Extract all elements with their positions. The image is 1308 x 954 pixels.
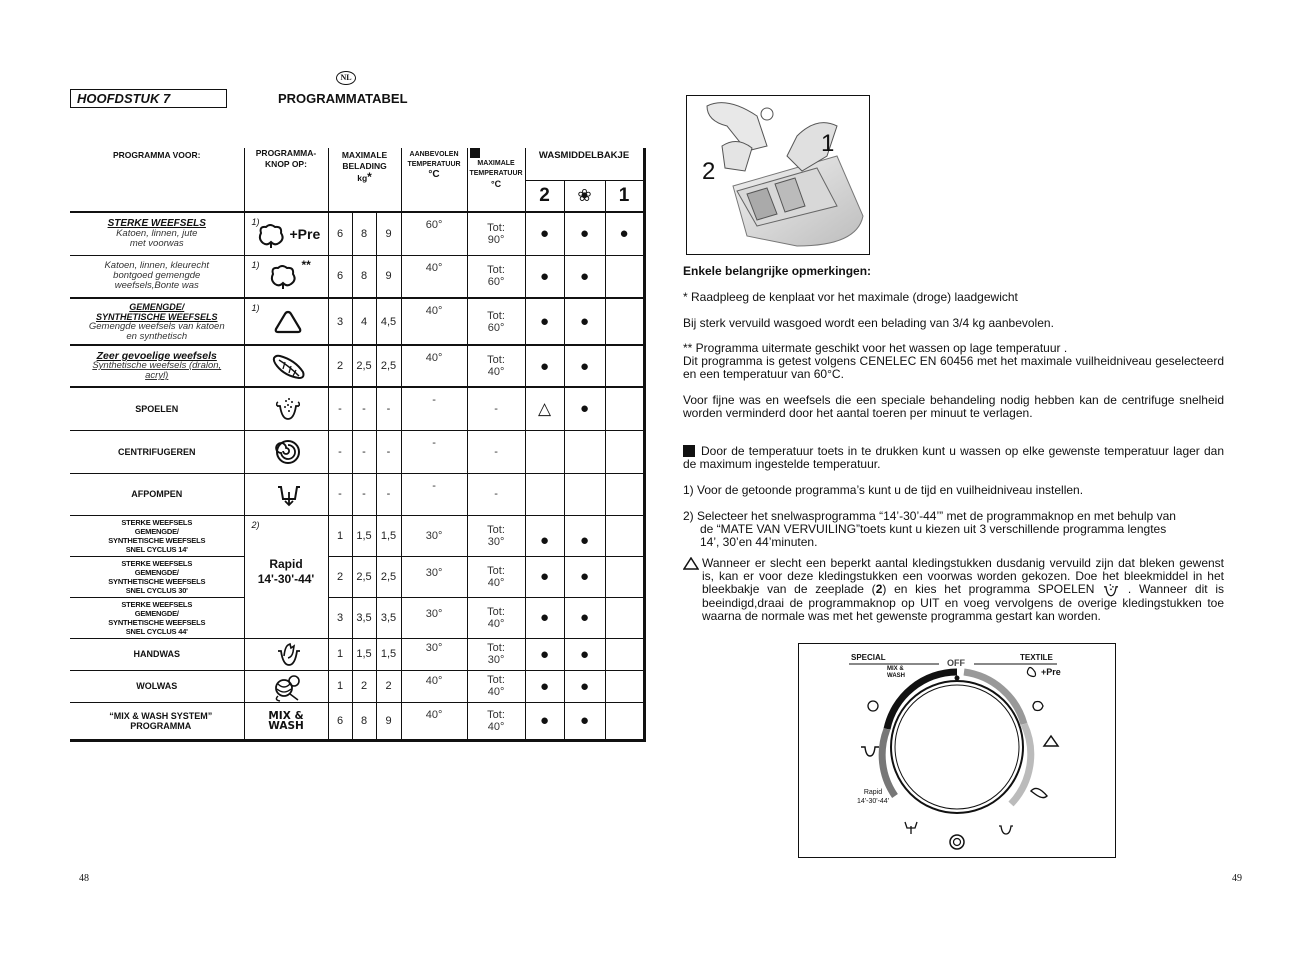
load-1: -: [328, 473, 352, 515]
load-3: 9: [376, 702, 401, 740]
program-dial-illustration: [798, 643, 1116, 858]
dot-compartment-1: [605, 430, 644, 473]
rec-temp: 40°: [401, 670, 467, 702]
table-row: [70, 670, 644, 702]
load-2: -: [352, 387, 376, 430]
load-3: -: [376, 430, 401, 473]
header-program: PROGRAMMA VOOR:: [112, 150, 201, 160]
triangle-icon: [274, 309, 302, 335]
dot-compartment-2: ●: [525, 670, 564, 702]
max-temp: Tot: 40°: [467, 702, 525, 740]
max-temp: Tot: 40°: [467, 556, 525, 597]
dot-compartment-2: ●: [525, 255, 564, 298]
rinse-icon: [274, 397, 302, 423]
table-row: [70, 638, 644, 670]
max-temp: Tot: 30°: [467, 515, 525, 556]
dot-compartment-1: [605, 597, 644, 638]
note-8-text-d: . Wanneer dit is beeindigd,draai de programmaknop op UIT en voeg vervolgens de overige kledingstukken toe waarna de normale was met het gewenste programma gestart kan worden.: [702, 582, 1224, 623]
table-row: [70, 345, 644, 387]
dot-compartment-2: ●: [525, 702, 564, 740]
table-row: [70, 298, 644, 345]
knob-cell: [244, 212, 328, 255]
program-name: STERKE WEEFSELS GEMENGDE/ SYNTHETISCHE WEEFSELS SNEL CYCLUS 14': [70, 515, 244, 556]
dot-compartment-flower: ●: [564, 597, 605, 638]
table-row: [70, 473, 644, 515]
program-sub: Synthetische weefsels (dralon, acryl): [92, 360, 222, 381]
knob-cell: [244, 638, 328, 670]
max-temp: Tot: 40°: [467, 597, 525, 638]
rec-temp: 40°: [401, 255, 467, 298]
load-1: 3: [328, 298, 352, 345]
page-number-right: 49: [1232, 873, 1242, 884]
dot-compartment-flower: ●: [564, 638, 605, 670]
dot-compartment-1: [605, 556, 644, 597]
rec-temp: 40°: [401, 345, 467, 387]
program-name: “MIX & WASH SYSTEM” PROGRAMMA: [70, 702, 244, 740]
rec-temp: -: [401, 473, 467, 515]
program-title: Zeer gevoelige weefsels: [96, 350, 217, 362]
knob-cell: [244, 473, 328, 515]
note-8-text-a: Wanneer er slecht een beperkt aantal kledingstukken dusdanig vervuild zijn dat bleken gewenst is, kan er voor deze kledingstukken een voorwas worden gekozen. Doe het bleekmiddel in het bleekbakje van de zeeplade (: [702, 556, 1224, 597]
note-3a: ** Programma uitermate geschikt voor het wassen op lage temperatuur .: [683, 341, 1068, 355]
program-name: SPOELEN: [70, 387, 244, 430]
dot-compartment-flower: ●: [564, 212, 605, 255]
load-3: 9: [376, 212, 401, 255]
note-5: [683, 445, 1224, 471]
rec-temp: 30°: [401, 556, 467, 597]
max-temp: Tot: 90°: [467, 212, 525, 255]
wool-icon: [272, 672, 304, 702]
double-star: **: [301, 257, 311, 272]
note-7c: 14’, 30’en 44’minuten.: [700, 535, 818, 549]
note-mark: 1): [251, 259, 260, 270]
temp-button-icon: [470, 148, 480, 158]
dial-textile: TEXTILE: [1020, 653, 1053, 662]
rec-temp: -: [401, 430, 467, 473]
load-3: 3,5: [376, 597, 401, 638]
max-temp: Tot: 30°: [467, 638, 525, 670]
program-sub: Katoen, linnen, kleurecht bontgoed gemengde weefsels,Bonte was: [104, 260, 210, 292]
dial-drawing: [799, 644, 1115, 857]
dot-compartment-2: ●: [525, 597, 564, 638]
table-row: [70, 597, 644, 638]
dot-compartment-flower: ●: [564, 556, 605, 597]
load-2: 2,5: [352, 345, 376, 387]
note-8-text-c: ) en kies het programma SPOELEN: [882, 582, 1095, 597]
dot-compartment-2: [525, 473, 564, 515]
dot-compartment-flower: ●: [564, 345, 605, 387]
load-3: 4,5: [376, 298, 401, 345]
table-row: [70, 556, 644, 597]
page-number-left: 48: [79, 873, 89, 884]
rapid-label: Rapid 14'-30'-44': [257, 556, 315, 586]
knob-cell: [244, 702, 328, 740]
dot-compartment-1: ●: [605, 212, 644, 255]
program-name: AFPOMPEN: [70, 473, 244, 515]
dot-compartment-1: [605, 702, 644, 740]
table-row: [70, 212, 644, 255]
bleach-triangle-icon: △: [525, 387, 564, 430]
knob-cell: [244, 430, 328, 473]
table-row: [70, 387, 644, 430]
dot-compartment-flower: ●: [564, 387, 605, 430]
max-temp: -: [467, 430, 525, 473]
note-8: [683, 557, 1224, 623]
dot-compartment-2: ●: [525, 298, 564, 345]
dial-mix-wash: MIX & WASH: [887, 666, 905, 679]
header-detergent: WASMIDDELBAKJE: [525, 148, 644, 180]
dispenser-label-2: 2: [702, 158, 716, 185]
header-load: MAXIMALE BELADING kg*: [328, 148, 401, 212]
load-1: 6: [328, 702, 352, 740]
dispenser-label-1: 1: [821, 130, 835, 157]
spin-icon: [275, 439, 301, 465]
dot-compartment-2: ●: [525, 638, 564, 670]
load-1: 6: [328, 212, 352, 255]
table-row: [70, 515, 644, 556]
load-1: -: [328, 430, 352, 473]
warning-triangle-icon: [683, 557, 699, 570]
note-6: 1) Voor de getoonde programma’s kunt u de tijd en vuilheidniveau instellen.: [683, 483, 1084, 497]
cotton-icon: [269, 264, 299, 290]
dispenser-illustration: [686, 95, 870, 255]
flower-icon: ❀: [564, 180, 605, 212]
dot-compartment-flower: ●: [564, 255, 605, 298]
note-8-bold: 2: [875, 582, 883, 597]
note-mark: 1): [251, 303, 260, 313]
compartment-2: 2: [525, 180, 564, 212]
dot-compartment-flower: [564, 430, 605, 473]
program-name: HANDWAS: [70, 638, 244, 670]
dot-compartment-flower: ●: [564, 670, 605, 702]
dot-compartment-1: [605, 670, 644, 702]
max-temp: Tot: 40°: [467, 670, 525, 702]
load-2: 1,5: [352, 638, 376, 670]
handwash-icon: [276, 642, 302, 668]
load-3: 1,5: [376, 515, 401, 556]
program-table: [70, 148, 646, 742]
rec-temp: -: [401, 387, 467, 430]
pre-label: +Pre: [289, 226, 321, 242]
max-temp: Tot: 60°: [467, 298, 525, 345]
dot-compartment-1: [605, 255, 644, 298]
note-7a: 2) Selecteer het snelwasprogramma “14’-30’-44’” met de programmaknop en met behulp van: [683, 509, 1176, 523]
note-5-text: Door de temperatuur toets in te drukken kunt u wassen op elke gewenste temperatuur lager dan de maximum ingestelde temperatuur.: [683, 444, 1224, 471]
note-7b: de “MATE VAN VERVUILING”toets kunt u kiezen uit 3 verschillende programma lengtes: [700, 522, 1167, 536]
rec-temp: 30°: [401, 597, 467, 638]
dot-compartment-2: ●: [525, 212, 564, 255]
max-temp: -: [467, 473, 525, 515]
load-2: 8: [352, 255, 376, 298]
dot-compartment-flower: ●: [564, 702, 605, 740]
load-1: 1: [328, 515, 352, 556]
header-recommended-temp: AANBEVOLEN TEMPERATUUR °C: [401, 148, 467, 212]
knob-cell-rapid: [244, 515, 328, 638]
dot-compartment-flower: [564, 473, 605, 515]
rec-temp: 40°: [401, 702, 467, 740]
header-max-temp: MAXIMALE TEMPERATUUR °C: [467, 148, 525, 212]
knob-cell: [244, 345, 328, 387]
dot-compartment-1: [605, 515, 644, 556]
max-temp: Tot: 60°: [467, 255, 525, 298]
rec-temp: 40°: [401, 298, 467, 345]
load-3: 9: [376, 255, 401, 298]
page-title: PROGRAMMATABEL: [278, 91, 408, 106]
program-name: WOLWAS: [70, 670, 244, 702]
program-title: GEMENGDE/ SYNTHETISCHE WEEFSELS: [95, 301, 218, 322]
knob-cell: [244, 255, 328, 298]
table-row: [70, 430, 644, 473]
knob-cell: [244, 298, 328, 345]
load-3: 2: [376, 670, 401, 702]
table-row: [70, 255, 644, 298]
temp-button-icon: [683, 445, 695, 457]
note-2: Bij sterk vervuild wasgoed wordt een belading van 3/4 kg aanbevolen.: [683, 316, 1054, 330]
max-temp: Tot: 40°: [467, 345, 525, 387]
rec-temp: 60°: [401, 212, 467, 255]
load-2: 1,5: [352, 515, 376, 556]
note-4: Voor fijne was en weefsels die een speciale behandeling nodig hebben kan de centrifuge snelheid worden verminderd door het aantal toeren per minuut te verlagen.: [683, 393, 1224, 420]
load-3: -: [376, 473, 401, 515]
load-2: 2,5: [352, 556, 376, 597]
compartment-1: 1: [605, 180, 644, 212]
dial-pre: +Pre: [1041, 667, 1061, 677]
load-2: 2: [352, 670, 376, 702]
rec-temp: 30°: [401, 638, 467, 670]
load-2: 4: [352, 298, 376, 345]
program-name: STERKE WEEFSELS GEMENGDE/ SYNTHETISCHE WEEFSELS SNEL CYCLUS 44': [70, 597, 244, 638]
dial-special: SPECIAL: [851, 653, 886, 662]
load-1: 3: [328, 597, 352, 638]
chapter-label: HOOFDSTUK 7: [70, 89, 227, 108]
load-2: -: [352, 473, 376, 515]
load-1: -: [328, 387, 352, 430]
load-2: 8: [352, 702, 376, 740]
load-1: 6: [328, 255, 352, 298]
dot-compartment-1: [605, 387, 644, 430]
mix-wash-label: MIX & WASH: [268, 709, 304, 732]
program-sub: Katoen, linnen, jute met voorwas: [116, 227, 198, 249]
knob-cell: [244, 387, 328, 430]
load-3: 1,5: [376, 638, 401, 670]
load-2: 8: [352, 212, 376, 255]
load-2: 3,5: [352, 597, 376, 638]
load-1: 2: [328, 345, 352, 387]
load-3: 2,5: [376, 556, 401, 597]
notes-title: Enkele belangrijke opmerkingen:: [683, 264, 872, 278]
dot-compartment-flower: ●: [564, 298, 605, 345]
program-name: CENTRIFUGEREN: [70, 430, 244, 473]
table-row: [70, 702, 644, 740]
load-3: 2,5: [376, 345, 401, 387]
language-badge: NL: [336, 71, 356, 85]
note-mark: 1): [251, 217, 260, 227]
dot-compartment-1: [605, 345, 644, 387]
note-1: * Raadpleeg de kenplaat vor het maximale (droge) laadgewicht: [683, 290, 1018, 304]
dot-compartment-2: ●: [525, 515, 564, 556]
knob-cell: [244, 670, 328, 702]
drain-icon: [276, 483, 302, 507]
load-1: 2: [328, 556, 352, 597]
dot-compartment-1: [605, 473, 644, 515]
dot-compartment-2: ●: [525, 556, 564, 597]
note-mark: 2): [251, 519, 260, 530]
rinse-icon: [1102, 583, 1120, 597]
rec-temp: 30°: [401, 515, 467, 556]
dot-compartment-2: ●: [525, 345, 564, 387]
delicate-feather-icon: [271, 352, 307, 382]
note-3b: Dit programma is getest volgens CENELEC EN 60456 met het maximale vuilheidniveau geselecteerd en een temperatuur van 60°C.: [683, 354, 1224, 381]
header-knob: PROGRAMMA- KNOP OP:: [244, 148, 328, 212]
dot-compartment-flower: ●: [564, 515, 605, 556]
program-sub: Gemengde weefsels van katoen en synthetisch: [88, 320, 225, 342]
load-1: 1: [328, 670, 352, 702]
program-title: STERKE WEEFSELS: [107, 217, 206, 229]
dot-compartment-1: [605, 298, 644, 345]
load-2: -: [352, 430, 376, 473]
dot-compartment-2: [525, 430, 564, 473]
load-1: 1: [328, 638, 352, 670]
dial-off: OFF: [947, 658, 965, 668]
load-3: -: [376, 387, 401, 430]
dial-rapid: Rapid 14'-30'-44': [857, 789, 890, 805]
program-name: STERKE WEEFSELS GEMENGDE/ SYNTHETISCHE WEEFSELS SNEL CYCLUS 30': [70, 556, 244, 597]
dot-compartment-1: [605, 638, 644, 670]
cotton-icon: [257, 223, 287, 249]
max-temp: -: [467, 387, 525, 430]
